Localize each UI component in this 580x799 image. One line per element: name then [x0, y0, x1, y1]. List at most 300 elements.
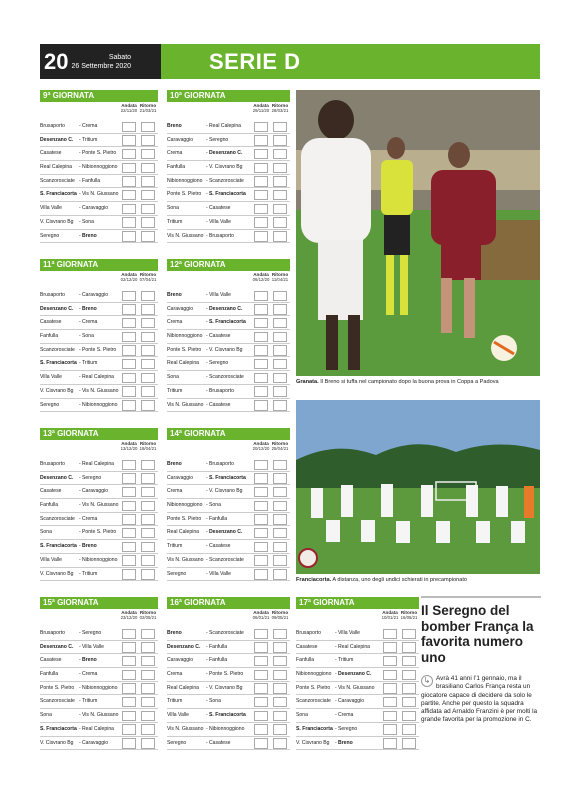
ritorno-result-box[interactable]	[273, 217, 287, 228]
match-row	[40, 513, 158, 527]
home-team: Villa Valle	[40, 556, 62, 563]
ritorno-result-box[interactable]	[141, 738, 155, 749]
ritorno-result-box[interactable]	[402, 656, 416, 667]
home-team: Vis N. Giussano	[167, 232, 204, 239]
andata-result-box[interactable]	[122, 683, 136, 694]
ritorno-result-box[interactable]	[402, 711, 416, 722]
ritorno-result-box[interactable]	[273, 332, 287, 343]
home-team: Brusaporto	[40, 292, 65, 298]
match-row	[167, 737, 290, 751]
ritorno-result-box[interactable]	[273, 697, 287, 708]
match-dash: -	[206, 643, 208, 650]
andata-header	[252, 441, 270, 451]
ritorno-result-box[interactable]	[273, 163, 287, 174]
home-team: V. Cisvrano Bg	[40, 218, 74, 225]
andata-result-box[interactable]	[254, 217, 268, 228]
ritorno-result-box[interactable]	[273, 656, 287, 667]
ritorno-result-box[interactable]	[141, 400, 155, 411]
ritorno-result-box[interactable]	[402, 670, 416, 681]
ritorno-result-box[interactable]	[141, 122, 155, 133]
andata-result-box[interactable]	[122, 373, 136, 384]
andata-result-box[interactable]	[254, 542, 268, 553]
andata-result-box[interactable]	[122, 487, 136, 498]
ritorno-result-box[interactable]	[402, 724, 416, 735]
ritorno-result-box[interactable]	[141, 697, 155, 708]
ritorno-result-box[interactable]	[273, 629, 287, 640]
ritorno-result-box[interactable]	[141, 291, 155, 302]
ritorno-result-box[interactable]	[273, 473, 287, 484]
match-row	[40, 485, 158, 499]
ritorno-result-box[interactable]	[402, 738, 416, 749]
andata-result-box[interactable]	[254, 629, 268, 640]
ritorno-result-box[interactable]	[273, 670, 287, 681]
match-dash: -	[206, 461, 208, 467]
andata-result-box[interactable]	[122, 190, 136, 201]
home-team: Sona	[40, 712, 52, 719]
andata-result-box[interactable]	[122, 163, 136, 174]
andata-result-box[interactable]	[122, 386, 136, 397]
andata-result-box[interactable]	[254, 400, 268, 411]
andata-result-box[interactable]	[254, 501, 268, 512]
match-row	[167, 399, 290, 413]
home-team: Desenzano C.	[40, 136, 74, 143]
away-team: Crema	[82, 515, 98, 522]
home-team: Casatese	[40, 150, 62, 157]
ritorno-result-box[interactable]	[141, 711, 155, 722]
andata-result-box[interactable]	[254, 487, 268, 498]
home-team: Desenzano C.	[167, 643, 201, 650]
andata-result-box[interactable]	[254, 332, 268, 343]
andata-result-box[interactable]	[122, 176, 136, 187]
ritorno-result-box[interactable]	[273, 304, 287, 315]
ritorno-result-box[interactable]	[273, 190, 287, 201]
andata-result-box[interactable]	[122, 711, 136, 722]
andata-result-box[interactable]	[122, 345, 136, 356]
home-team: Ponte S. Pietro	[40, 684, 75, 691]
andata-result-box[interactable]	[254, 642, 268, 653]
home-team: Tritium	[167, 218, 183, 225]
andata-header	[120, 272, 138, 282]
andata-result-box[interactable]	[122, 555, 136, 566]
andata-result-box[interactable]	[254, 176, 268, 187]
away-team: Brusaporto	[209, 232, 234, 239]
team-photo-illustration	[296, 400, 540, 574]
away-team: Crema	[82, 123, 98, 129]
caption-bold-franciacorta: Franciacorta.	[296, 577, 332, 583]
match-row	[167, 695, 290, 709]
ritorno-label: Ritorno	[400, 610, 418, 615]
andata-result-box[interactable]	[122, 738, 136, 749]
away-team: V. Cisvrano Bg	[209, 488, 243, 495]
andata-result-box[interactable]	[122, 629, 136, 640]
ritorno-result-box[interactable]	[141, 656, 155, 667]
column-headers	[296, 609, 419, 627]
andata-result-box[interactable]	[254, 670, 268, 681]
match-row	[40, 540, 158, 554]
away-team: Caravaggio	[338, 698, 365, 705]
ritorno-result-box[interactable]	[141, 724, 155, 735]
ritorno-result-box[interactable]	[273, 359, 287, 370]
away-team: Fanfulla	[82, 177, 101, 184]
match-dash: -	[206, 387, 208, 394]
ritorno-result-box[interactable]	[141, 473, 155, 484]
ritorno-result-box[interactable]	[141, 569, 155, 580]
match-row	[296, 695, 419, 709]
andata-result-box[interactable]	[383, 642, 397, 653]
andata-result-box[interactable]	[254, 724, 268, 735]
ritorno-result-box[interactable]	[141, 318, 155, 329]
andata-result-box[interactable]	[254, 473, 268, 484]
ritorno-date: 18/04/21	[139, 446, 157, 451]
away-team: Vis N. Giussano	[82, 387, 119, 394]
andata-header	[120, 441, 138, 451]
away-team: Sona	[82, 333, 94, 340]
away-team: Nibionnoggiono	[82, 556, 118, 563]
home-team: Casatese	[40, 488, 62, 495]
home-team: Real Calepina	[167, 360, 199, 367]
andata-result-box[interactable]	[383, 629, 397, 640]
ritorno-date: 21/03/21	[139, 108, 157, 113]
andata-result-box[interactable]	[122, 149, 136, 160]
andata-date: 22/11/20	[120, 108, 138, 113]
andata-result-box[interactable]	[122, 697, 136, 708]
caption-text-breno: Il Breno si tuffa nel campionato dopo la buona prova in Coppa a Padova	[318, 379, 499, 385]
ritorno-result-box[interactable]	[273, 149, 287, 160]
match-dash: -	[79, 164, 81, 171]
ritorno-result-box[interactable]	[273, 642, 287, 653]
match-row	[40, 344, 158, 358]
giornata-table	[167, 259, 290, 412]
ritorno-result-box[interactable]	[141, 670, 155, 681]
home-team: V. Cisvrano Bg	[40, 570, 74, 577]
away-team: Scanzorosciate	[209, 374, 244, 381]
ritorno-result-box[interactable]	[141, 135, 155, 146]
match-row	[40, 526, 158, 540]
giornata-title: 14ª GIORNATA	[167, 428, 290, 440]
andata-result-box[interactable]	[122, 670, 136, 681]
home-team: Seregno	[40, 232, 60, 239]
andata-result-box[interactable]	[254, 738, 268, 749]
ritorno-label: Ritorno	[139, 610, 157, 615]
ritorno-result-box[interactable]	[141, 373, 155, 384]
match-dash: -	[206, 374, 208, 381]
ritorno-result-box[interactable]	[141, 304, 155, 315]
home-team: Seregno	[167, 570, 187, 577]
home-team: Sona	[40, 529, 52, 536]
andata-result-box[interactable]	[254, 122, 268, 133]
match-dash: -	[206, 346, 208, 353]
andata-date: 10/01/21	[381, 615, 399, 620]
match-dash: -	[206, 556, 208, 563]
andata-result-box[interactable]	[122, 332, 136, 343]
andata-result-box[interactable]	[122, 642, 136, 653]
ritorno-result-box[interactable]	[273, 345, 287, 356]
home-team: Breno	[167, 123, 182, 129]
ritorno-date: 07/04/21	[139, 277, 157, 282]
andata-result-box[interactable]	[122, 122, 136, 133]
ritorno-header	[271, 610, 289, 620]
ritorno-result-box[interactable]	[141, 642, 155, 653]
andata-result-box[interactable]	[254, 135, 268, 146]
column-headers	[167, 271, 290, 289]
ritorno-result-box[interactable]	[141, 204, 155, 215]
andata-result-box[interactable]	[254, 711, 268, 722]
andata-result-box[interactable]	[254, 304, 268, 315]
andata-result-box[interactable]	[122, 528, 136, 539]
match-row	[167, 316, 290, 330]
ritorno-result-box[interactable]	[141, 542, 155, 553]
ritorno-result-box[interactable]	[141, 683, 155, 694]
away-team: Casatese	[209, 205, 231, 212]
giornata-title: 11ª GIORNATA	[40, 259, 158, 271]
ritorno-result-box[interactable]	[141, 386, 155, 397]
ritorno-result-box[interactable]	[402, 683, 416, 694]
ritorno-label: Ritorno	[271, 103, 289, 108]
match-row	[40, 627, 158, 641]
andata-result-box[interactable]	[254, 359, 268, 370]
ritorno-result-box[interactable]	[141, 149, 155, 160]
ritorno-result-box[interactable]	[402, 629, 416, 640]
ritorno-result-box[interactable]	[273, 176, 287, 187]
ritorno-result-box[interactable]	[402, 642, 416, 653]
andata-result-box[interactable]	[254, 683, 268, 694]
home-team: Seregno	[40, 401, 60, 408]
away-team: Tritium	[82, 360, 98, 367]
andata-result-box[interactable]	[254, 149, 268, 160]
andata-result-box[interactable]	[254, 163, 268, 174]
ritorno-result-box[interactable]	[273, 122, 287, 133]
andata-result-box[interactable]	[254, 656, 268, 667]
andata-result-box[interactable]	[254, 231, 268, 242]
ritorno-result-box[interactable]	[273, 318, 287, 329]
ritorno-label: Ritorno	[271, 610, 289, 615]
andata-result-box[interactable]	[383, 683, 397, 694]
andata-result-box[interactable]	[122, 318, 136, 329]
andata-result-box[interactable]	[122, 473, 136, 484]
ritorno-date: 16/05/21	[400, 615, 418, 620]
match-dash: -	[206, 164, 208, 171]
andata-result-box[interactable]	[254, 514, 268, 525]
andata-result-box[interactable]	[122, 359, 136, 370]
andata-result-box[interactable]	[122, 231, 136, 242]
ritorno-result-box[interactable]	[273, 738, 287, 749]
ritorno-result-box[interactable]	[141, 501, 155, 512]
match-dash: -	[79, 684, 81, 691]
ritorno-result-box[interactable]	[141, 487, 155, 498]
away-team: Brusaporto	[209, 461, 234, 467]
away-team: Real Calepina	[82, 461, 114, 467]
andata-result-box[interactable]	[383, 656, 397, 667]
ritorno-result-box[interactable]	[141, 163, 155, 174]
match-row	[167, 513, 290, 527]
andata-result-box[interactable]	[122, 460, 136, 471]
away-team: S. Franciacorta	[209, 191, 246, 198]
ritorno-result-box[interactable]	[273, 460, 287, 471]
ritorno-result-box[interactable]	[273, 501, 287, 512]
away-team: Vis N. Giussano	[82, 191, 119, 198]
andata-result-box[interactable]	[254, 204, 268, 215]
ritorno-result-box[interactable]	[273, 724, 287, 735]
away-team: Seregno	[82, 474, 102, 481]
away-team: Desenzano C.	[338, 671, 372, 678]
ritorno-result-box[interactable]	[273, 555, 287, 566]
ritorno-result-box[interactable]	[141, 345, 155, 356]
ritorno-result-box[interactable]	[273, 135, 287, 146]
home-team: Brusaporto	[40, 123, 65, 129]
ritorno-result-box[interactable]	[273, 204, 287, 215]
ritorno-result-box[interactable]	[141, 514, 155, 525]
ritorno-result-box[interactable]	[141, 460, 155, 471]
giornata-title: 13ª GIORNATA	[40, 428, 158, 440]
match-dash: -	[79, 630, 81, 636]
andata-result-box[interactable]	[122, 569, 136, 580]
away-team: Fanfulla	[209, 515, 228, 522]
ritorno-result-box[interactable]	[141, 176, 155, 187]
ritorno-result-box[interactable]	[141, 217, 155, 228]
away-team: Nibionnoggiono	[82, 401, 118, 408]
andata-result-box[interactable]	[122, 304, 136, 315]
ritorno-result-box[interactable]	[273, 231, 287, 242]
andata-result-box[interactable]	[383, 670, 397, 681]
match-row	[40, 161, 158, 175]
andata-result-box[interactable]	[254, 569, 268, 580]
andata-result-box[interactable]	[122, 501, 136, 512]
andata-result-box[interactable]	[383, 738, 397, 749]
match-row	[167, 499, 290, 513]
andata-result-box[interactable]	[254, 345, 268, 356]
ritorno-result-box[interactable]	[273, 514, 287, 525]
ritorno-result-box[interactable]	[141, 190, 155, 201]
home-team: Real Calepina	[167, 684, 199, 691]
home-team: Tritium	[167, 387, 183, 394]
away-team: V. Cisvrano Bg	[209, 346, 243, 353]
home-team: Fanfulla	[40, 671, 59, 678]
ritorno-result-box[interactable]	[141, 231, 155, 242]
away-team: Ponte S. Pietro	[82, 150, 117, 157]
match-dash: -	[335, 698, 337, 705]
andata-result-box[interactable]	[383, 711, 397, 722]
ritorno-result-box[interactable]	[273, 528, 287, 539]
away-team: Crema	[82, 671, 98, 678]
home-team: V. Cisvrano Bg	[40, 739, 74, 746]
match-row	[40, 371, 158, 385]
ritorno-result-box[interactable]	[273, 400, 287, 411]
away-team: S. Franciacorta	[209, 319, 246, 326]
page-number: 20	[44, 48, 69, 74]
andata-result-box[interactable]	[122, 542, 136, 553]
andata-result-box[interactable]	[254, 697, 268, 708]
ritorno-label: Ritorno	[139, 103, 157, 108]
andata-result-box[interactable]	[122, 204, 136, 215]
ritorno-result-box[interactable]	[273, 683, 287, 694]
andata-result-box[interactable]	[122, 291, 136, 302]
match-row	[40, 316, 158, 330]
andata-result-box[interactable]	[254, 190, 268, 201]
ritorno-result-box[interactable]	[141, 629, 155, 640]
column-headers	[40, 102, 158, 120]
andata-result-box[interactable]	[254, 555, 268, 566]
away-team: Desenzano C.	[209, 529, 243, 536]
match-row	[167, 230, 290, 244]
match-dash: -	[335, 630, 337, 636]
match-dash: -	[206, 671, 208, 678]
ritorno-result-box[interactable]	[273, 569, 287, 580]
match-row	[40, 385, 158, 399]
away-team: V. Cisvrano Bg	[209, 684, 243, 691]
ritorno-result-box[interactable]	[273, 386, 287, 397]
ritorno-result-box[interactable]	[141, 555, 155, 566]
away-team: Sona	[209, 698, 221, 705]
away-team: Breno	[82, 305, 97, 312]
away-team: Breno	[82, 543, 97, 550]
match-dash: -	[79, 401, 81, 408]
match-row	[167, 344, 290, 358]
ritorno-result-box[interactable]	[141, 528, 155, 539]
andata-result-box[interactable]	[122, 400, 136, 411]
andata-date: 06/01/21	[252, 615, 270, 620]
andata-result-box[interactable]	[254, 318, 268, 329]
match-dash: -	[79, 346, 81, 353]
home-team: Ponte S. Pietro	[167, 191, 202, 198]
away-team: Tritium	[82, 136, 98, 143]
article-body	[421, 675, 541, 725]
andata-result-box[interactable]	[254, 460, 268, 471]
match-dash: -	[206, 684, 208, 691]
away-team: Breno	[82, 232, 97, 239]
andata-result-box[interactable]	[254, 528, 268, 539]
match-dash: -	[79, 543, 81, 550]
away-team: Seregno	[82, 630, 102, 636]
andata-result-box[interactable]	[254, 291, 268, 302]
ritorno-result-box[interactable]	[141, 332, 155, 343]
match-row	[167, 161, 290, 175]
ritorno-result-box[interactable]	[273, 487, 287, 498]
ritorno-result-box[interactable]	[273, 542, 287, 553]
away-team: Ponte S. Pietro	[209, 671, 244, 678]
away-team: Real Calepina	[82, 374, 114, 381]
andata-label: Andata	[121, 272, 137, 277]
away-team: Nibionnoggiono	[209, 725, 245, 732]
andata-result-box[interactable]	[122, 724, 136, 735]
away-team: Seregno	[338, 725, 358, 732]
match-row	[167, 641, 290, 655]
home-team: Vis N. Giussano	[167, 556, 204, 563]
home-team: Real Calepina	[40, 164, 72, 171]
ritorno-header	[139, 610, 157, 620]
ritorno-result-box[interactable]	[273, 711, 287, 722]
ritorno-result-box[interactable]	[402, 697, 416, 708]
andata-result-box[interactable]	[383, 724, 397, 735]
football-match-illustration	[296, 90, 540, 376]
away-team: Sona	[82, 218, 94, 225]
andata-result-box[interactable]	[254, 373, 268, 384]
andata-result-box[interactable]	[122, 217, 136, 228]
andata-result-box[interactable]	[122, 135, 136, 146]
andata-header	[120, 103, 138, 113]
ritorno-date: 02/05/21	[139, 615, 157, 620]
home-team: Scanzorosciate	[40, 177, 75, 184]
andata-result-box[interactable]	[122, 514, 136, 525]
andata-result-box[interactable]	[383, 697, 397, 708]
andata-result-box[interactable]	[254, 386, 268, 397]
column-headers	[167, 102, 290, 120]
ritorno-result-box[interactable]	[141, 359, 155, 370]
home-team: Nibionnoggiono	[167, 333, 203, 340]
ritorno-result-box[interactable]	[273, 373, 287, 384]
andata-result-box[interactable]	[122, 656, 136, 667]
article-seregno	[421, 596, 541, 725]
ritorno-result-box[interactable]	[273, 291, 287, 302]
